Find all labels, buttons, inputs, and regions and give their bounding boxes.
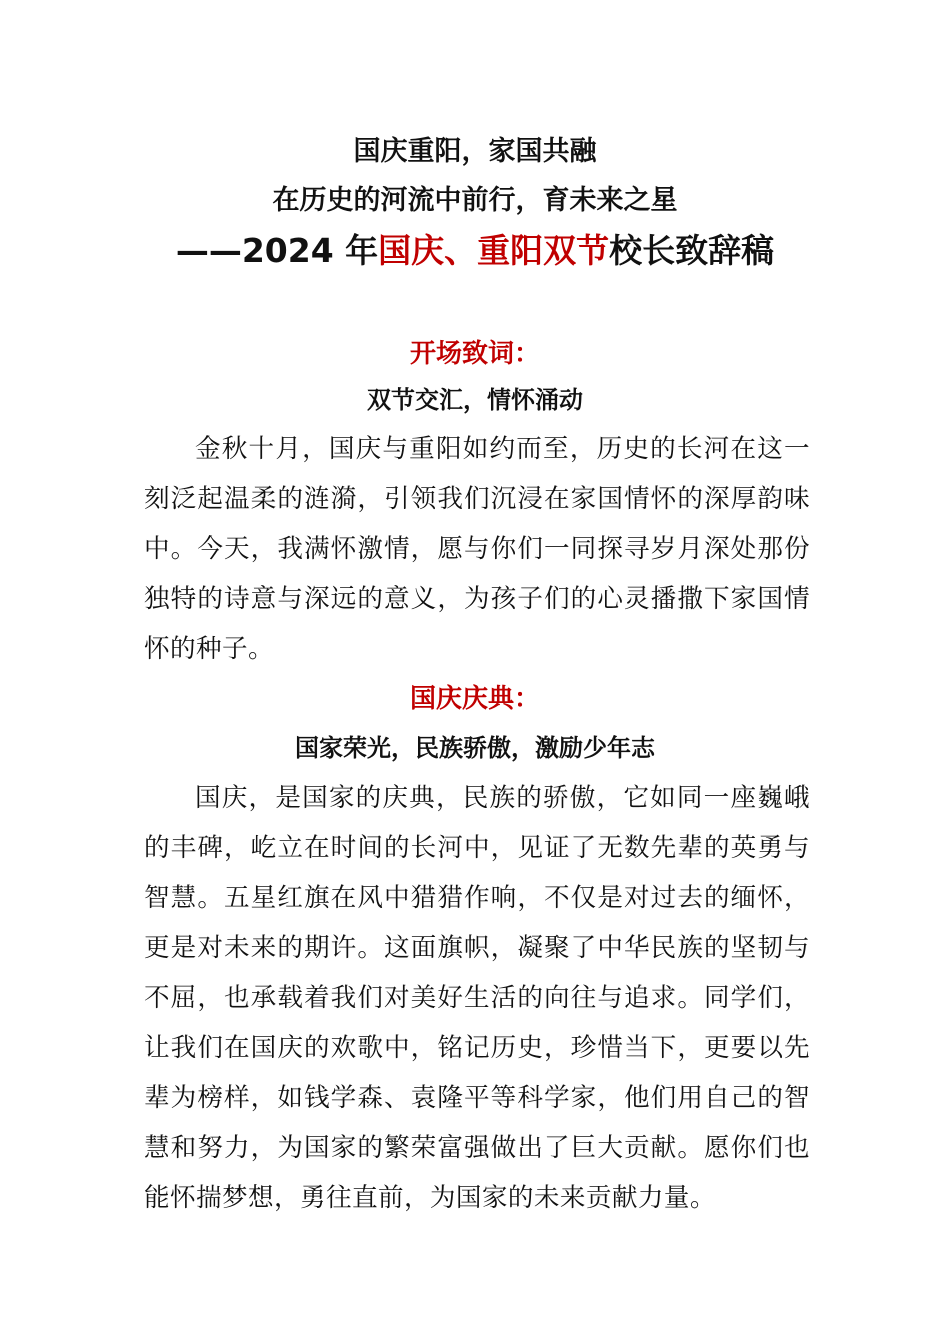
title-line-3 — [0, 228, 950, 274]
section-body-opening: 金秋十月，国庆与重阳如约而至，历史的长河在这一刻泛起温柔的涟漪，引领我们沉浸在家国情怀的深厚韵味中。今天，我满怀激情，愿与你们一同探寻岁月深处那份独特的诗意与深远的意义，为孩子们的心灵播撒下家国情怀的种子。 — [144, 434, 810, 664]
title-line-3-prefix: ——2024 年 — [175, 231, 379, 270]
title-line-3-highlight: 国庆、重阳双节 — [378, 231, 610, 270]
section-subheading-national-day: 国家荣光，民族骄傲，激励少年志 — [295, 734, 655, 762]
title-line-2: 在历史的河流中前行，育未来之星 — [272, 185, 678, 216]
section-body-national-day: 国庆，是国家的庆典，民族的骄傲，它如同一座巍峨的丰碑，屹立在时间的长河中，见证了无数先辈的英勇与智慧。五星红旗在风中猎猎作响，不仅是对过去的缅怀，更是对未来的期许。这面旗帜，凝聚了中华民族的坚韧与不屈，也承载着我们对美好生活的向往与追求。同学们，让我们在国庆的欢歌中，铭记历史，珍惜当下，更要以先辈为榜样，如钱学森、袁隆平等科学家，他们用自己的智慧和努力，为国家的繁荣富强做出了巨大贡献。愿你们也能怀揣梦想，勇往直前，为国家的未来贡献力量。 — [144, 783, 810, 1213]
title-line-3-suffix: 校长致辞稿 — [609, 231, 775, 270]
section-subheading-opening: 双节交汇，情怀涌动 — [367, 386, 583, 414]
section-heading-national-day: 国庆庆典： — [409, 684, 540, 714]
title-line-1: 国庆重阳，家国共融 — [353, 136, 597, 167]
section-heading-opening: 开场致词： — [409, 339, 540, 369]
